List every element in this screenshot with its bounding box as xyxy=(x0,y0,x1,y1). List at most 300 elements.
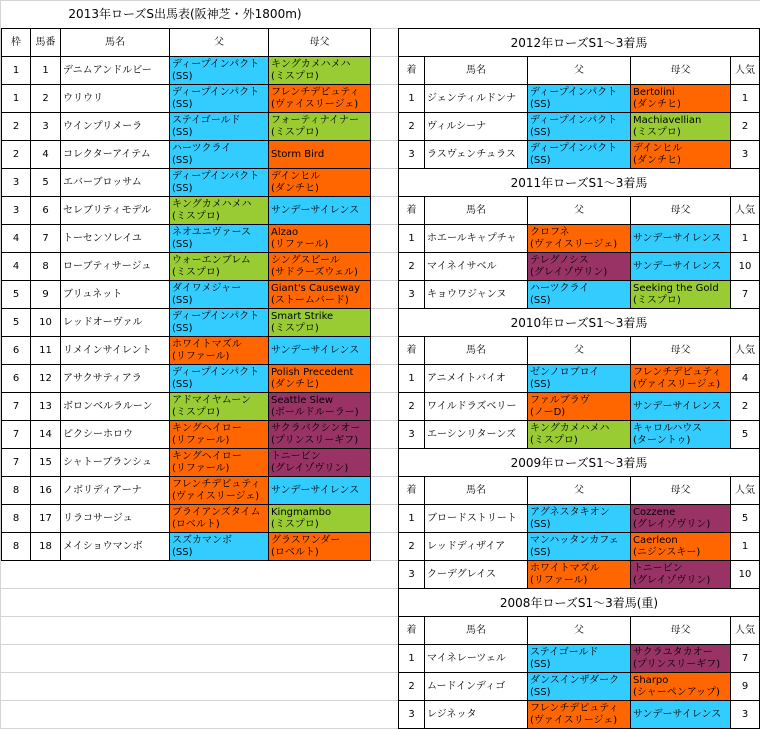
year-title: 2010年ローズS1～3着馬 xyxy=(399,309,760,337)
pedigree-line: アグネスタキオン xyxy=(530,506,610,518)
pedigree-line: (ヴァイスリージェ) xyxy=(530,238,618,250)
sire-cell xyxy=(170,449,269,477)
past-results-table xyxy=(398,28,760,729)
pedigree-line: ハーツクライ xyxy=(530,282,590,294)
sire-cell xyxy=(170,281,269,309)
pedigree-line: サンデーサイレンス xyxy=(633,708,722,720)
horse-name: ムードインディゴ xyxy=(425,673,528,701)
pedigree-line: クロフネ xyxy=(530,226,570,238)
sire-cell xyxy=(170,169,269,197)
pedigree-line: (ニジンスキー) xyxy=(633,546,701,558)
pedigree-line: (ダンチヒ) xyxy=(271,378,319,390)
sire-cell xyxy=(170,533,269,561)
pedigree-line: アドマイヤムーン xyxy=(172,394,251,406)
horse-name: ラスヴェンチュラス xyxy=(425,141,528,169)
pedigree-line: キングカメハメハ xyxy=(271,58,351,70)
header-sire: 父 xyxy=(528,477,631,505)
dam-sire-cell xyxy=(269,281,371,309)
popularity: 1 xyxy=(731,225,760,253)
popularity: 5 xyxy=(731,505,760,533)
sire-cell xyxy=(170,337,269,365)
waku-number: 6 xyxy=(2,337,31,365)
pedigree-line: (SS) xyxy=(172,294,193,306)
sire-cell xyxy=(170,113,269,141)
pedigree-line: ディープインパクト xyxy=(530,114,618,126)
header-pop: 人気 xyxy=(731,57,760,85)
sire-cell xyxy=(528,365,631,393)
dam-sire-cell xyxy=(269,169,371,197)
pedigree-line: (SS) xyxy=(530,378,551,390)
sire-cell xyxy=(170,85,269,113)
pedigree-line: (グレイゾヴリン) xyxy=(530,266,608,278)
header-pop: 人気 xyxy=(731,337,760,365)
pedigree-line: ディープインパクト xyxy=(530,142,618,154)
pedigree-line: (SS) xyxy=(172,322,193,334)
finish-position: 1 xyxy=(399,645,425,673)
pedigree-line: (リファール) xyxy=(530,574,588,586)
pedigree-line: サンデーサイレンス xyxy=(633,260,722,272)
dam-sire-cell xyxy=(269,141,371,169)
pedigree-line: ディープインパクト xyxy=(172,58,260,70)
pedigree-line: (サドラーズウェル) xyxy=(271,266,358,278)
waku-number: 8 xyxy=(2,533,31,561)
entry-row xyxy=(2,337,371,365)
sire-cell xyxy=(170,197,269,225)
header-dam: 母父 xyxy=(631,617,731,645)
pedigree-line: (ミスプロ) xyxy=(530,434,578,446)
pedigree-line: ハーツクライ xyxy=(172,142,232,154)
pedigree-line: グラスワンダー xyxy=(271,534,341,546)
pedigree-line: (ヴァイスリージェ) xyxy=(530,714,618,726)
pedigree-line: サンデーサイレンス xyxy=(633,400,722,412)
waku-number: 2 xyxy=(2,113,31,141)
popularity: 7 xyxy=(731,645,760,673)
waku-number: 5 xyxy=(2,281,31,309)
popularity: 3 xyxy=(731,141,760,169)
pedigree-line: Machiavellian xyxy=(633,114,702,126)
pedigree-line: (ストームバード) xyxy=(271,294,349,306)
entry-row xyxy=(2,225,371,253)
pedigree-line: サンデーサイレンス xyxy=(633,232,722,244)
horse-name: セレブリティモデル xyxy=(61,197,170,225)
horse-name: ウリウリ xyxy=(61,85,170,113)
entries-header-row xyxy=(2,29,371,57)
pedigree-line: デインヒル xyxy=(271,170,321,182)
pedigree-line: ゼンノロブロイ xyxy=(530,366,600,378)
header-name: 馬名 xyxy=(425,617,528,645)
dam-sire-cell xyxy=(269,365,371,393)
pedigree-line: (ノーD) xyxy=(530,406,566,418)
pedigree-line: ステイゴールド xyxy=(530,646,599,658)
pedigree-line: (SS) xyxy=(172,126,193,138)
pedigree-line: (ヴァイスリージェ) xyxy=(172,490,260,502)
dam-sire-cell xyxy=(631,421,731,449)
sire-cell xyxy=(170,365,269,393)
pedigree-line: (ミスプロ) xyxy=(172,266,220,278)
pedigree-line: Smart Strike xyxy=(271,310,334,322)
finish-position: 1 xyxy=(399,225,425,253)
horse-number: 11 xyxy=(31,337,61,365)
past-header-row xyxy=(399,617,760,645)
result-row xyxy=(399,533,760,561)
horse-name: エバーブロッサム xyxy=(61,169,170,197)
past-header-row xyxy=(399,197,760,225)
dam-sire-cell xyxy=(269,393,371,421)
entry-row xyxy=(2,281,371,309)
dam-sire-cell xyxy=(631,225,731,253)
horse-name: レジネッタ xyxy=(425,701,528,729)
sire-cell xyxy=(170,393,269,421)
popularity: 3 xyxy=(731,701,760,729)
pedigree-line: (ミスプロ) xyxy=(172,406,220,418)
pedigree-line: Giant's Causeway xyxy=(271,282,361,294)
pedigree-line: ネオユニヴァース xyxy=(172,226,251,238)
popularity: 9 xyxy=(731,673,760,701)
popularity: 2 xyxy=(731,393,760,421)
header-dam: 母父 xyxy=(631,337,731,365)
sire-cell xyxy=(528,253,631,281)
dam-sire-cell xyxy=(269,113,371,141)
dam-sire-cell xyxy=(631,505,731,533)
entry-row xyxy=(2,85,371,113)
header-pos: 着 xyxy=(399,57,425,85)
horse-name: エーシンリターンズ xyxy=(425,421,528,449)
pedigree-line: (ミスプロ) xyxy=(271,518,319,530)
pedigree-line: ディープインパクト xyxy=(172,170,260,182)
year-title: 2009年ローズS1～3着馬 xyxy=(399,449,760,477)
entries-table xyxy=(1,28,371,561)
dam-sire-cell xyxy=(631,365,731,393)
sire-cell xyxy=(170,421,269,449)
dam-sire-cell xyxy=(269,477,371,505)
result-row xyxy=(399,85,760,113)
pedigree-line: ブライアンズタイム xyxy=(172,506,261,518)
year-title: 2011年ローズS1～3着馬 xyxy=(399,169,760,197)
pedigree-line: (プリンスリーギフ) xyxy=(633,658,721,670)
pedigree-line: サンデーサイレンス xyxy=(271,204,360,216)
pedigree-line: キングカメハメハ xyxy=(530,422,610,434)
pedigree-line: キングヘイロー xyxy=(172,450,242,462)
finish-position: 3 xyxy=(399,561,425,589)
pedigree-line: (ミスプロ) xyxy=(172,210,220,222)
finish-position: 3 xyxy=(399,701,425,729)
pedigree-line: キングカメハメハ xyxy=(172,198,252,210)
pedigree-line: (SS) xyxy=(172,378,193,390)
dam-sire-cell xyxy=(269,337,371,365)
popularity: 1 xyxy=(731,533,760,561)
result-row xyxy=(399,393,760,421)
pedigree-line: (SS) xyxy=(530,686,551,698)
header-sire: 父 xyxy=(528,197,631,225)
header-name: 馬名 xyxy=(425,337,528,365)
waku-number: 8 xyxy=(2,477,31,505)
pedigree-line: (ターントゥ) xyxy=(633,434,691,446)
pedigree-line: (ミスプロ) xyxy=(271,70,319,82)
pedigree-line: ホワイトマズル xyxy=(530,562,600,574)
pedigree-line: (グレイゾヴリン) xyxy=(271,462,349,474)
sire-cell xyxy=(528,421,631,449)
horse-name: アニメイトバイオ xyxy=(425,365,528,393)
horse-name: ホエールキャプチャ xyxy=(425,225,528,253)
horse-name: ローブティサージュ xyxy=(61,253,170,281)
horse-name: ワイルドラズベリー xyxy=(425,393,528,421)
year-title-row xyxy=(399,169,760,197)
horse-name: レッドオーヴァル xyxy=(61,309,170,337)
header-pos: 着 xyxy=(399,477,425,505)
result-row xyxy=(399,561,760,589)
pedigree-line: (リファール) xyxy=(172,350,230,362)
horse-number: 5 xyxy=(31,169,61,197)
pedigree-line: スズカマンボ xyxy=(172,534,232,546)
dam-sire-cell xyxy=(631,645,731,673)
entry-row xyxy=(2,533,371,561)
horse-name: デニムアンドルビー xyxy=(61,57,170,85)
sire-cell xyxy=(170,225,269,253)
pedigree-line: (グレイゾヴリン) xyxy=(633,574,711,586)
horse-name: ヴィルシーナ xyxy=(425,113,528,141)
horse-name: リラコサージュ xyxy=(61,505,170,533)
entry-row xyxy=(2,477,371,505)
finish-position: 3 xyxy=(399,281,425,309)
pedigree-line: ホワイトマズル xyxy=(172,338,242,350)
waku-number: 7 xyxy=(2,421,31,449)
header-waku: 枠 xyxy=(2,29,31,57)
pedigree-line: (SS) xyxy=(172,182,193,194)
pedigree-line: サンデーサイレンス xyxy=(271,344,360,356)
pedigree-line: キャロルハウス xyxy=(633,422,702,434)
horse-name: マイネイサベル xyxy=(425,253,528,281)
pedigree-line: サクラユタカオー xyxy=(633,646,713,658)
entry-row xyxy=(2,113,371,141)
header-name: 馬名 xyxy=(61,29,170,57)
horse-number: 17 xyxy=(31,505,61,533)
header-dam: 母父 xyxy=(631,477,731,505)
pedigree-line: Polish Precedent xyxy=(271,366,354,378)
result-row xyxy=(399,645,760,673)
header-pos: 着 xyxy=(399,337,425,365)
pedigree-line: (SS) xyxy=(172,238,193,250)
pedigree-line: (SS) xyxy=(172,70,193,82)
pedigree-line: (ミスプロ) xyxy=(271,126,319,138)
result-row xyxy=(399,281,760,309)
horse-name: リメインサイレント xyxy=(61,337,170,365)
sire-cell xyxy=(528,673,631,701)
pedigree-line: ダンスインザダーク xyxy=(530,674,620,686)
pedigree-line: フレンチデピュティ xyxy=(172,478,261,490)
pedigree-line: ディープインパクト xyxy=(172,310,260,322)
horse-number: 9 xyxy=(31,281,61,309)
waku-number: 3 xyxy=(2,197,31,225)
year-title: 2012年ローズS1～3着馬 xyxy=(399,29,760,57)
pedigree-line: (ヴァイスリージェ) xyxy=(271,98,359,110)
entry-row xyxy=(2,449,371,477)
past-header-row xyxy=(399,477,760,505)
entry-row xyxy=(2,309,371,337)
horse-name: アサクサティアラ xyxy=(61,365,170,393)
header-dam: 母父 xyxy=(631,57,731,85)
finish-position: 1 xyxy=(399,365,425,393)
entry-row xyxy=(2,57,371,85)
header-sire: 父 xyxy=(170,29,269,57)
horse-name: メイショウマンボ xyxy=(61,533,170,561)
dam-sire-cell xyxy=(631,673,731,701)
waku-number: 7 xyxy=(2,393,31,421)
entry-row xyxy=(2,197,371,225)
past-header-row xyxy=(399,337,760,365)
horse-number: 18 xyxy=(31,533,61,561)
finish-position: 3 xyxy=(399,421,425,449)
page-title: 2013年ローズS出馬表(阪神芝・外1800m) xyxy=(68,7,302,21)
dam-sire-cell xyxy=(269,533,371,561)
popularity: 1 xyxy=(731,85,760,113)
horse-number: 3 xyxy=(31,113,61,141)
popularity: 10 xyxy=(731,253,760,281)
pedigree-line: (ダンチヒ) xyxy=(633,154,681,166)
horse-name: クーデグレイス xyxy=(425,561,528,589)
header-ban: 馬番 xyxy=(31,29,61,57)
pedigree-line: (ロベルト) xyxy=(271,546,319,558)
sire-cell xyxy=(528,561,631,589)
pedigree-line: (リファール) xyxy=(172,434,230,446)
pedigree-line: ステイゴールド xyxy=(172,114,241,126)
pedigree-line: Kingmambo xyxy=(271,506,332,518)
dam-sire-cell xyxy=(269,225,371,253)
dam-sire-cell xyxy=(269,309,371,337)
pedigree-line: (ダンチヒ) xyxy=(633,98,681,110)
horse-name: ジェンティルドンナ xyxy=(425,85,528,113)
pedigree-line: ファルブラヴ xyxy=(530,394,590,406)
finish-position: 2 xyxy=(399,533,425,561)
entry-row xyxy=(2,393,371,421)
sire-cell xyxy=(170,253,269,281)
sire-cell xyxy=(528,225,631,253)
dam-sire-cell xyxy=(631,85,731,113)
pedigree-line: (リファール) xyxy=(271,238,329,250)
sire-cell xyxy=(170,505,269,533)
pedigree-line: (SS) xyxy=(530,658,551,670)
waku-number: 4 xyxy=(2,253,31,281)
horse-name: ボロンベルラルーン xyxy=(61,393,170,421)
horse-number: 8 xyxy=(31,253,61,281)
horse-name: キョウワジャンヌ xyxy=(425,281,528,309)
popularity: 5 xyxy=(731,421,760,449)
horse-name: ノボリディアーナ xyxy=(61,477,170,505)
pedigree-line: ディープインパクト xyxy=(530,86,618,98)
result-row xyxy=(399,113,760,141)
horse-name: マイネレーツェル xyxy=(425,645,528,673)
finish-position: 2 xyxy=(399,113,425,141)
header-sire: 父 xyxy=(528,57,631,85)
waku-number: 3 xyxy=(2,169,31,197)
result-row xyxy=(399,673,760,701)
dam-sire-cell xyxy=(269,449,371,477)
pedigree-line: トニービン xyxy=(633,562,683,574)
popularity: 7 xyxy=(731,281,760,309)
result-row xyxy=(399,253,760,281)
finish-position: 2 xyxy=(399,393,425,421)
year-title-row xyxy=(399,589,760,617)
horse-name: ウインプリメーラ xyxy=(61,113,170,141)
horse-number: 7 xyxy=(31,225,61,253)
dam-sire-cell xyxy=(631,113,731,141)
popularity: 4 xyxy=(731,365,760,393)
result-row xyxy=(399,701,760,729)
entry-row xyxy=(2,505,371,533)
pedigree-line: Storm Bird xyxy=(271,148,325,160)
finish-position: 2 xyxy=(399,673,425,701)
pedigree-line: サンデーサイレンス xyxy=(271,484,360,496)
pedigree-line: (プリンスリーギフ) xyxy=(271,434,359,446)
header-pos: 着 xyxy=(399,617,425,645)
pedigree-line: フレンチデピュティ xyxy=(530,702,619,714)
year-title-row xyxy=(399,29,760,57)
sire-cell xyxy=(528,113,631,141)
horse-number: 13 xyxy=(31,393,61,421)
result-row xyxy=(399,421,760,449)
pedigree-line: ウォーエンブレム xyxy=(172,254,251,266)
pedigree-line: (ヴァイスリージェ) xyxy=(633,378,721,390)
sire-cell xyxy=(528,85,631,113)
pedigree-line: (グレイゾヴリン) xyxy=(633,518,711,530)
pedigree-line: フォーティナイナー xyxy=(271,114,359,126)
year-title: 2008年ローズS1～3着馬(重) xyxy=(399,589,760,617)
waku-number: 1 xyxy=(2,57,31,85)
sire-cell xyxy=(528,645,631,673)
header-name: 馬名 xyxy=(425,57,528,85)
result-row xyxy=(399,225,760,253)
waku-number: 6 xyxy=(2,365,31,393)
pedigree-line: (ミスプロ) xyxy=(633,294,681,306)
pedigree-line: Cozzene xyxy=(633,506,676,518)
horse-number: 1 xyxy=(31,57,61,85)
sire-cell xyxy=(528,701,631,729)
pedigree-line: (SS) xyxy=(530,546,551,558)
result-row xyxy=(399,365,760,393)
pedigree-line: (SS) xyxy=(530,518,551,530)
horse-number: 16 xyxy=(31,477,61,505)
dam-sire-cell xyxy=(631,281,731,309)
horse-number: 4 xyxy=(31,141,61,169)
sire-cell xyxy=(528,533,631,561)
entry-row xyxy=(2,169,371,197)
horse-number: 2 xyxy=(31,85,61,113)
pedigree-line: キングヘイロー xyxy=(172,422,242,434)
pedigree-line: (SS) xyxy=(530,98,551,110)
pedigree-line: デインヒル xyxy=(633,142,683,154)
horse-name: ブロードストリート xyxy=(425,505,528,533)
entry-row xyxy=(2,141,371,169)
pedigree-line: (SS) xyxy=(530,294,551,306)
pedigree-line: Seeking the Gold xyxy=(633,282,719,294)
horse-name: ピクシーホロウ xyxy=(61,421,170,449)
year-title-row xyxy=(399,449,760,477)
pedigree-line: トニービン xyxy=(271,450,321,462)
sire-cell xyxy=(528,505,631,533)
dam-sire-cell xyxy=(269,85,371,113)
entry-row xyxy=(2,253,371,281)
result-row xyxy=(399,141,760,169)
dam-sire-cell xyxy=(631,393,731,421)
entry-row xyxy=(2,421,371,449)
result-row xyxy=(399,505,760,533)
dam-sire-cell xyxy=(269,57,371,85)
pedigree-line: (ミスプロ) xyxy=(271,322,319,334)
waku-number: 5 xyxy=(2,309,31,337)
pedigree-line: ディープインパクト xyxy=(172,86,260,98)
dam-sire-cell xyxy=(269,197,371,225)
pedigree-line: Alzao xyxy=(271,226,299,238)
pedigree-line: (ミスプロ) xyxy=(633,126,681,138)
